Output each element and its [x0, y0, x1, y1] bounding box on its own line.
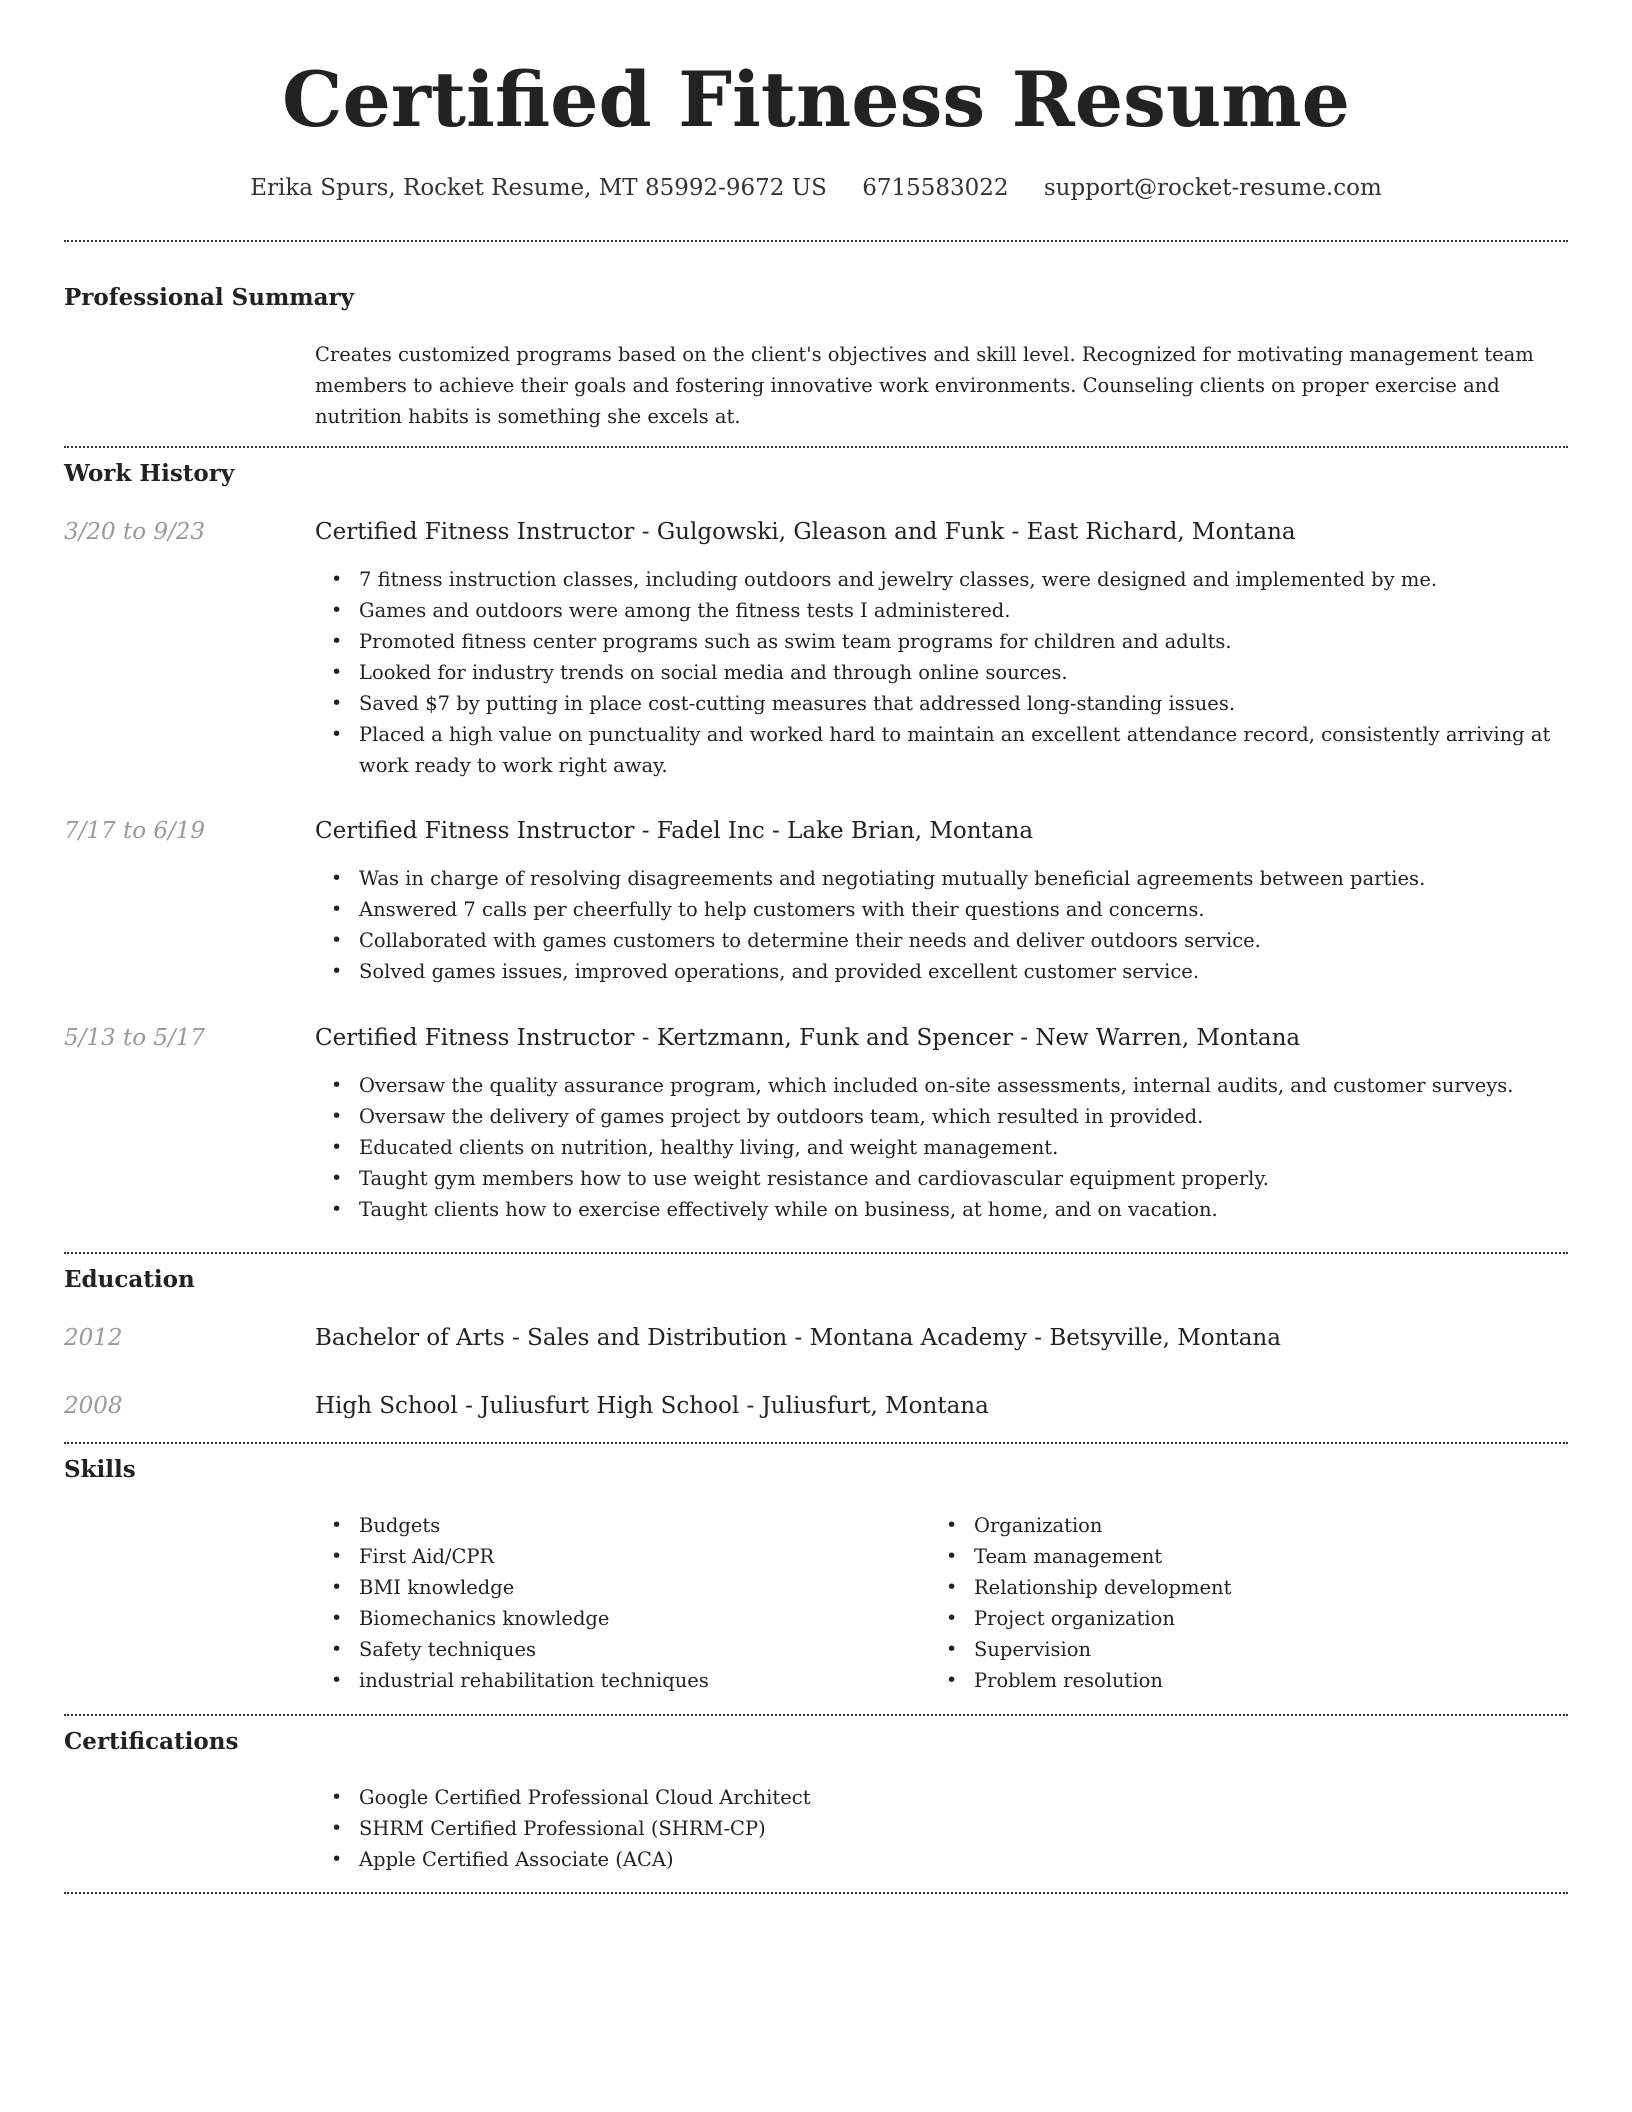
- job-title: Certified Fitness Instructor - Kertzmann, Funk and Spencer - New Warren, Montana: [315, 1025, 1301, 1051]
- skills-heading: Skills: [64, 1456, 136, 1483]
- job-date: 7/17 to 6/19: [64, 818, 206, 844]
- skills-list-right: [930, 1510, 1530, 1696]
- list-item: • SHRM Certified Professional (SHRM-CP): [315, 1813, 1568, 1844]
- list-item: • Games and outdoors were among the fitness tests I administered.: [315, 595, 1568, 626]
- list-item: • Taught gym members how to use weight resistance and cardiovascular equipment properly.: [315, 1163, 1568, 1194]
- job-location: Lake Brian, Montana: [787, 818, 1034, 844]
- list-item: • Saved $7 by putting in place cost-cutting measures that addressed long-standing issues.: [315, 688, 1568, 719]
- list-item: • BMI knowledge: [315, 1572, 915, 1603]
- list-item: • Google Certified Professional Cloud Architect: [315, 1782, 1568, 1813]
- job-company: Kertzmann, Funk and Spencer: [656, 1025, 1013, 1051]
- divider: [64, 240, 1568, 242]
- job-bullets: [315, 564, 1568, 781]
- education-location: Juliusfurt, Montana: [761, 1393, 989, 1419]
- job-date: 3/20 to 9/23: [64, 519, 206, 545]
- list-item: • Team management: [930, 1541, 1530, 1572]
- list-item: • Promoted fitness center programs such as swim team programs for children and adults.: [315, 626, 1568, 657]
- summary-text: Creates customized programs based on the client's objectives and skill level. Recognized for motivating management team members to achieve their goals and fostering innovative work environments. Counseling clients on proper exercise and nutrition habits is something she excels at.: [315, 343, 1534, 428]
- education-location: Betsyville, Montana: [1049, 1325, 1281, 1351]
- job-title: Certified Fitness Instructor - Fadel Inc - Lake Brian, Montana: [315, 818, 1034, 844]
- list-item: • Budgets: [315, 1510, 915, 1541]
- list-item: • Safety techniques: [315, 1634, 915, 1665]
- education-degree: High School: [315, 1393, 458, 1419]
- list-item: • Supervision: [930, 1634, 1530, 1665]
- list-item: • Placed a high value on punctuality and worked hard to maintain an excellent attendance record, consistently arriving at work ready to work right away.: [315, 719, 1568, 781]
- job-location: New Warren, Montana: [1035, 1025, 1301, 1051]
- education-school: Montana Academy: [809, 1325, 1027, 1351]
- job-company: Gulgowski, Gleason and Funk: [656, 519, 1005, 545]
- list-item: • Was in charge of resolving disagreements and negotiating mutually beneficial agreements between parties.: [315, 863, 1568, 894]
- job-bullets: [315, 1070, 1568, 1225]
- contact-address: Erika Spurs, Rocket Resume, MT 85992-9672 US: [250, 175, 827, 201]
- divider: [64, 1714, 1568, 1716]
- education-year: 2008: [64, 1393, 123, 1419]
- education-title: High School - Juliusfurt High School - Juliusfurt, Montana: [315, 1393, 989, 1419]
- list-item: • Looked for industry trends on social media and through online sources.: [315, 657, 1568, 688]
- job-company: Fadel Inc: [656, 818, 765, 844]
- list-item: • Organization: [930, 1510, 1530, 1541]
- job-location: East Richard, Montana: [1026, 519, 1296, 545]
- list-item: • Answered 7 calls per cheerfully to help customers with their questions and concerns.: [315, 894, 1568, 925]
- contact-line: [64, 170, 1568, 206]
- list-item: • industrial rehabilitation techniques: [315, 1665, 915, 1696]
- education-degree: Bachelor of Arts - Sales and Distribution: [315, 1325, 788, 1351]
- job-title: Certified Fitness Instructor - Gulgowski, Gleason and Funk - East Richard, Montana: [315, 519, 1296, 545]
- education-title: Bachelor of Arts - Sales and Distribution - Montana Academy - Betsyville, Montana: [315, 1325, 1281, 1351]
- resume-title: Certified Fitness Resume: [282, 55, 1350, 144]
- contact-phone: 6715583022: [862, 175, 1009, 201]
- job-position: Certified Fitness Instructor: [315, 818, 635, 844]
- list-item: • Apple Certified Associate (ACA): [315, 1844, 1568, 1875]
- list-item: • Solved games issues, improved operations, and provided excellent customer service.: [315, 956, 1568, 987]
- contact-email: support@rocket-resume.com: [1043, 175, 1382, 201]
- divider: [64, 1252, 1568, 1254]
- divider: [64, 446, 1568, 448]
- list-item: • Problem resolution: [930, 1665, 1530, 1696]
- education-heading: Education: [64, 1266, 195, 1293]
- divider: [64, 1442, 1568, 1444]
- list-item: • 7 fitness instruction classes, including outdoors and jewelry classes, were designed and implemented by me.: [315, 564, 1568, 595]
- list-item: • First Aid/CPR: [315, 1541, 915, 1572]
- list-item: • Educated clients on nutrition, healthy living, and weight management.: [315, 1132, 1568, 1163]
- work-heading: Work History: [64, 460, 235, 487]
- skills-list-left: [315, 1510, 915, 1696]
- summary-heading: Professional Summary: [64, 284, 355, 311]
- education-year: 2012: [64, 1325, 123, 1351]
- list-item: • Collaborated with games customers to determine their needs and deliver outdoors service.: [315, 925, 1568, 956]
- job-bullets: [315, 863, 1568, 987]
- list-item: • Relationship development: [930, 1572, 1530, 1603]
- list-item: • Oversaw the delivery of games project by outdoors team, which resulted in provided.: [315, 1101, 1568, 1132]
- list-item: • Oversaw the quality assurance program, which included on-site assessments, internal audits, and customer surveys.: [315, 1070, 1568, 1101]
- job-position: Certified Fitness Instructor: [315, 1025, 635, 1051]
- list-item: • Taught clients how to exercise effectively while on business, at home, and on vacation.: [315, 1194, 1568, 1225]
- divider: [64, 1892, 1568, 1894]
- list-item: • Project organization: [930, 1603, 1530, 1634]
- certifications-list: [315, 1782, 1568, 1875]
- education-school: Juliusfurt High School: [480, 1393, 740, 1419]
- certifications-heading: Certifications: [64, 1728, 239, 1755]
- list-item: • Biomechanics knowledge: [315, 1603, 915, 1634]
- job-position: Certified Fitness Instructor: [315, 519, 635, 545]
- job-date: 5/13 to 5/17: [64, 1025, 206, 1051]
